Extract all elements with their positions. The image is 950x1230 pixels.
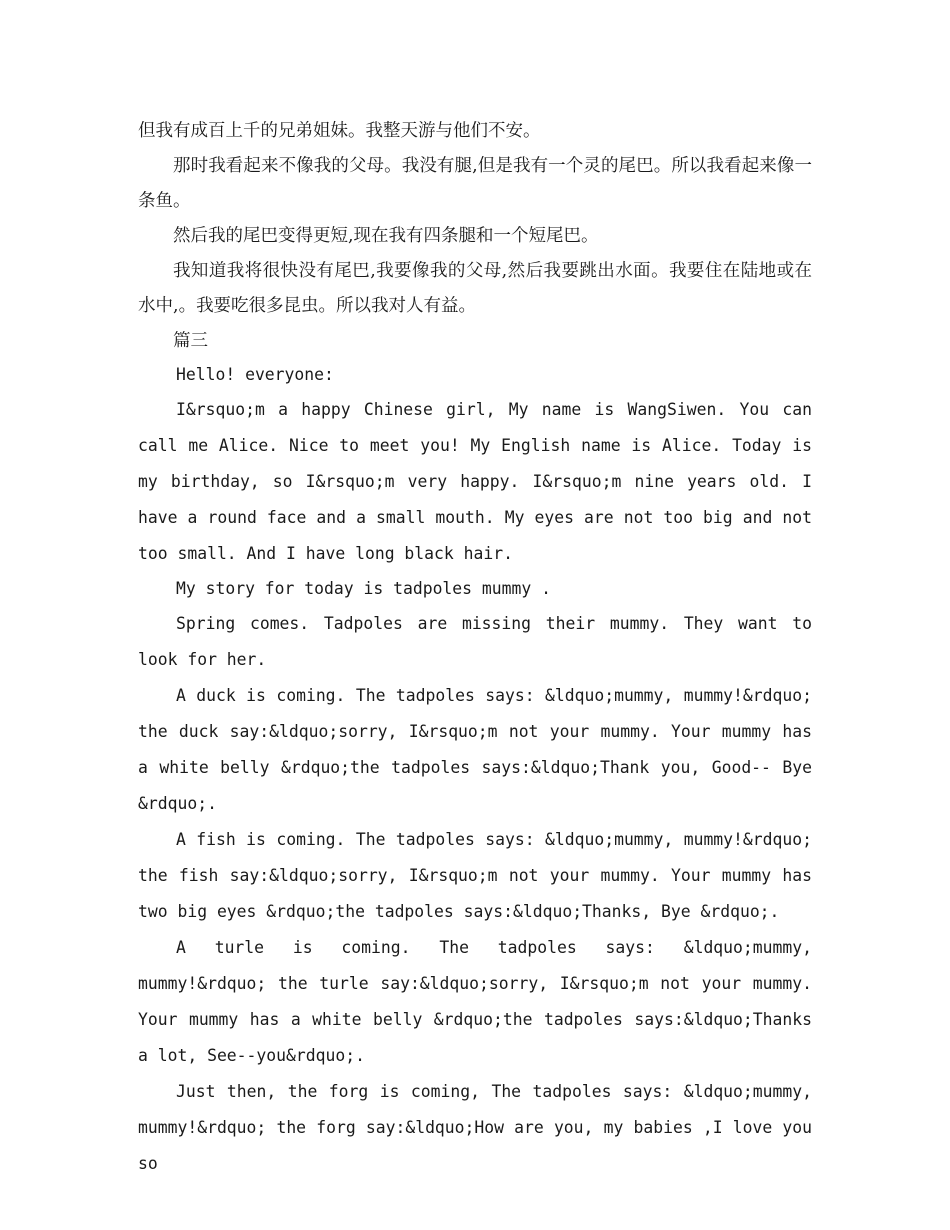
paragraph-turtle: A turle is coming. The tadpoles says: &ldquo;mummy, mummy!&rdquo; the turle say:&ldquo;sorry, I&rsquo;m not your mummy. Your mummy has a white belly &rdquo;the tadpoles says:&ldquo;Thanks a lot, See--you&rdquo;. xyxy=(138,938,812,1065)
paragraph-looks-like-fish: 那时我看起来不像我的父母。我没有腿,但是我有一个灵的尾巴。所以我看起来像一条鱼。 xyxy=(138,156,812,211)
paragraph-no-tail: 我知道我将很快没有尾巴,我要像我的父母,然后我要跳出水面。我要住在陆地或在水中,。我要吃很多昆虫。所以我对人有益。 xyxy=(138,261,812,316)
paragraph-shorter-tail: 然后我的尾巴变得更短,现在我有四条腿和一个短尾巴。 xyxy=(173,226,599,246)
paragraph-intro: I&rsquo;m a happy Chinese girl, My name is WangSiwen. You can call me Alice. Nice to meet you! My English name is Alice. Today is my birthday, so I&rsquo;m very happy. I&rsquo;m nine years old. I have a round face and a small mouth. My eyes are not too big and not too small. And I have long black hair. xyxy=(138,400,812,563)
paragraph-siblings: 但我有成百上千的兄弟姐妹。我整天游与他们不安。 xyxy=(138,121,541,141)
document-body xyxy=(138,114,812,1182)
story-title: My story for today is tadpoles mummy . xyxy=(176,579,551,598)
greeting: Hello! everyone: xyxy=(176,365,334,384)
paragraph-frog: Just then, the forg is coming, The tadpoles says: &ldquo;mummy, mummy!&rdquo; the forg say:&ldquo;How are you, my babies ,I love you so xyxy=(138,1082,812,1173)
paragraph-fish: A fish is coming. The tadpoles says: &ldquo;mummy, mummy!&rdquo; the fish say:&ldquo;sorry, I&rsquo;m not your mummy. Your mummy has two big eyes &rdquo;the tadpoles says:&ldquo;Thanks, Bye &rdquo;. xyxy=(138,830,812,921)
paragraph-duck: A duck is coming. The tadpoles says: &ldquo;mummy, mummy!&rdquo; the duck say:&ldquo;sorry, I&rsquo;m not your mummy. Your mummy has a white belly &rdquo;the tadpoles says:&ldquo;Thank you, Good-- Bye &rdquo;. xyxy=(138,686,812,813)
paragraph-spring: Spring comes. Tadpoles are missing their mummy. They want to look for her. xyxy=(138,614,812,669)
section-title: 篇三 xyxy=(173,331,208,351)
